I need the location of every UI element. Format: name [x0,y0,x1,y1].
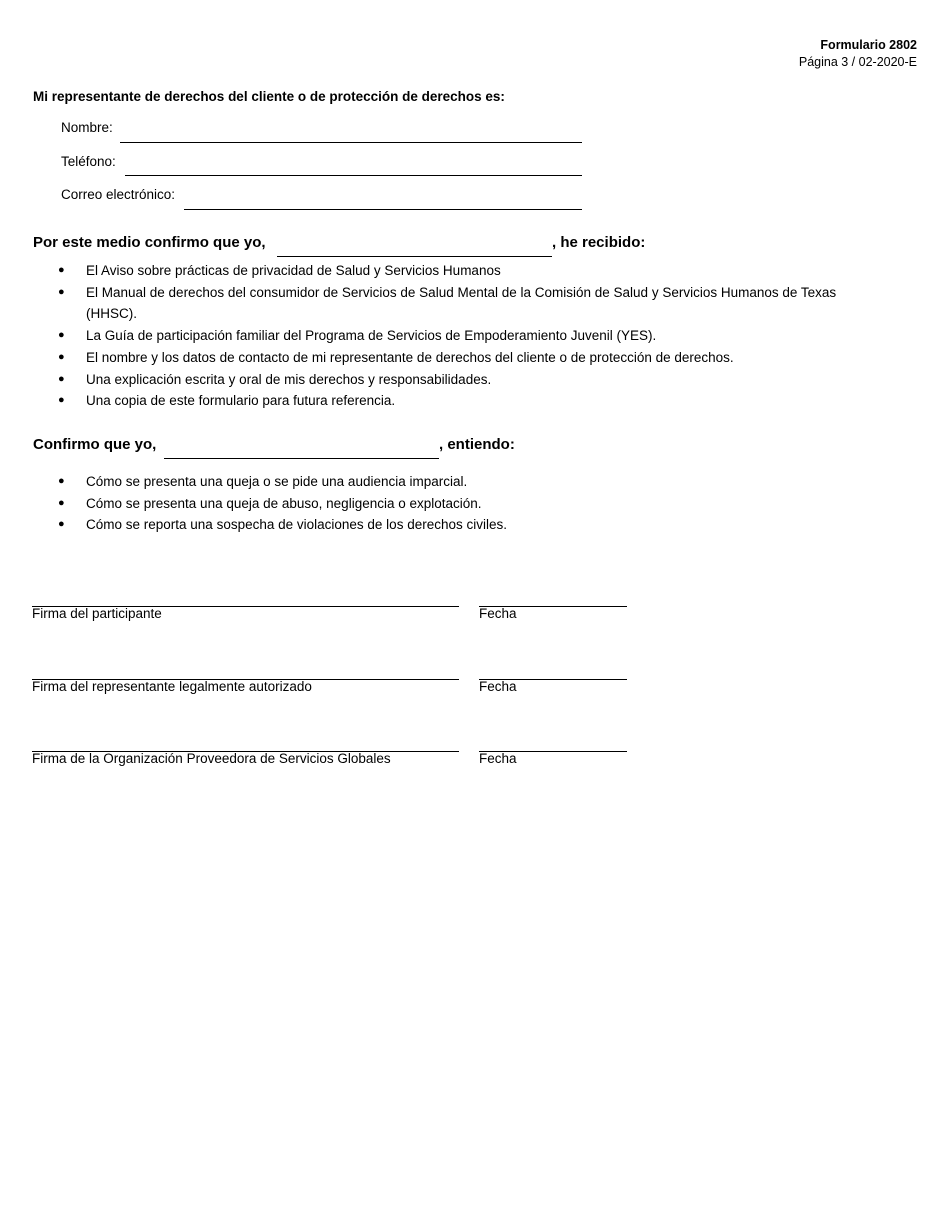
bullet-icon: ● [58,518,65,531]
understand-suffix: , entiendo: [439,436,515,453]
name-label: Nombre: [61,120,113,135]
received-list [58,260,878,412]
participant-date-label: Fecha [479,606,517,621]
bullet-icon: ● [58,475,65,487]
representative-title: Mi representante de derechos del cliente o de protección de derechos es: [33,89,505,104]
list-item: ● El Manual de derechos del consumidor de Servicios de Salud Mental de la Comisión de Salud y Servicios Humanos de Texas (HHSC). [58,282,878,325]
form-number: Formulario 2802 [820,38,917,52]
organization-signature-label: Firma de la Organización Proveedora de Servicios Globales [32,751,391,766]
email-field[interactable] [184,209,582,210]
page-info: Página 3 / 02-2020-E [798,55,917,69]
bullet-icon: ● [58,496,65,509]
bullet-icon: ● [58,285,65,298]
name-field[interactable] [120,142,582,143]
received-name-field[interactable] [277,256,552,257]
participant-signature-label: Firma del participante [32,606,162,621]
received-suffix: , he recibido: [552,234,646,251]
bullet-icon: ● [58,350,65,363]
received-prefix: Por este medio confirmo que yo, [33,234,266,251]
list-item: ● Cómo se presenta una queja de abuso, negligencia o explotación. [58,493,878,515]
list-item: ● Una explicación escrita y oral de mis derechos y responsabilidades. [58,369,878,391]
understand-list [58,471,878,536]
email-label: Correo electrónico: [61,187,176,202]
organization-date-label: Fecha [479,751,517,766]
list-item: ● Cómo se presenta una queja o se pide una audiencia imparcial. [58,471,878,493]
list-item: ● Cómo se reporta una sospecha de violaciones de los derechos civiles. [58,514,878,536]
list-item: ● El Aviso sobre prácticas de privacidad de Salud y Servicios Humanos [58,260,878,282]
list-item: ● El nombre y los datos de contacto de mi representante de derechos del cliente o de protección de derechos. [58,347,878,369]
understand-prefix: Confirmo que yo, [33,436,157,453]
understand-name-field[interactable] [164,458,439,459]
phone-label: Teléfono: [61,154,116,169]
bullet-icon: ● [58,264,65,276]
phone-field[interactable] [125,175,582,176]
list-item: ● La Guía de participación familiar del Programa de Servicios de Empoderamiento Juvenil (YES). [58,325,878,347]
representative-signature-label: Firma del representante legalmente autorizado [32,679,312,694]
representative-date-label: Fecha [479,679,517,694]
bullet-icon: ● [58,329,65,342]
bullet-icon: ● [58,394,65,407]
bullet-icon: ● [58,372,65,385]
list-item: ● Una copia de este formulario para futura referencia. [58,390,878,412]
